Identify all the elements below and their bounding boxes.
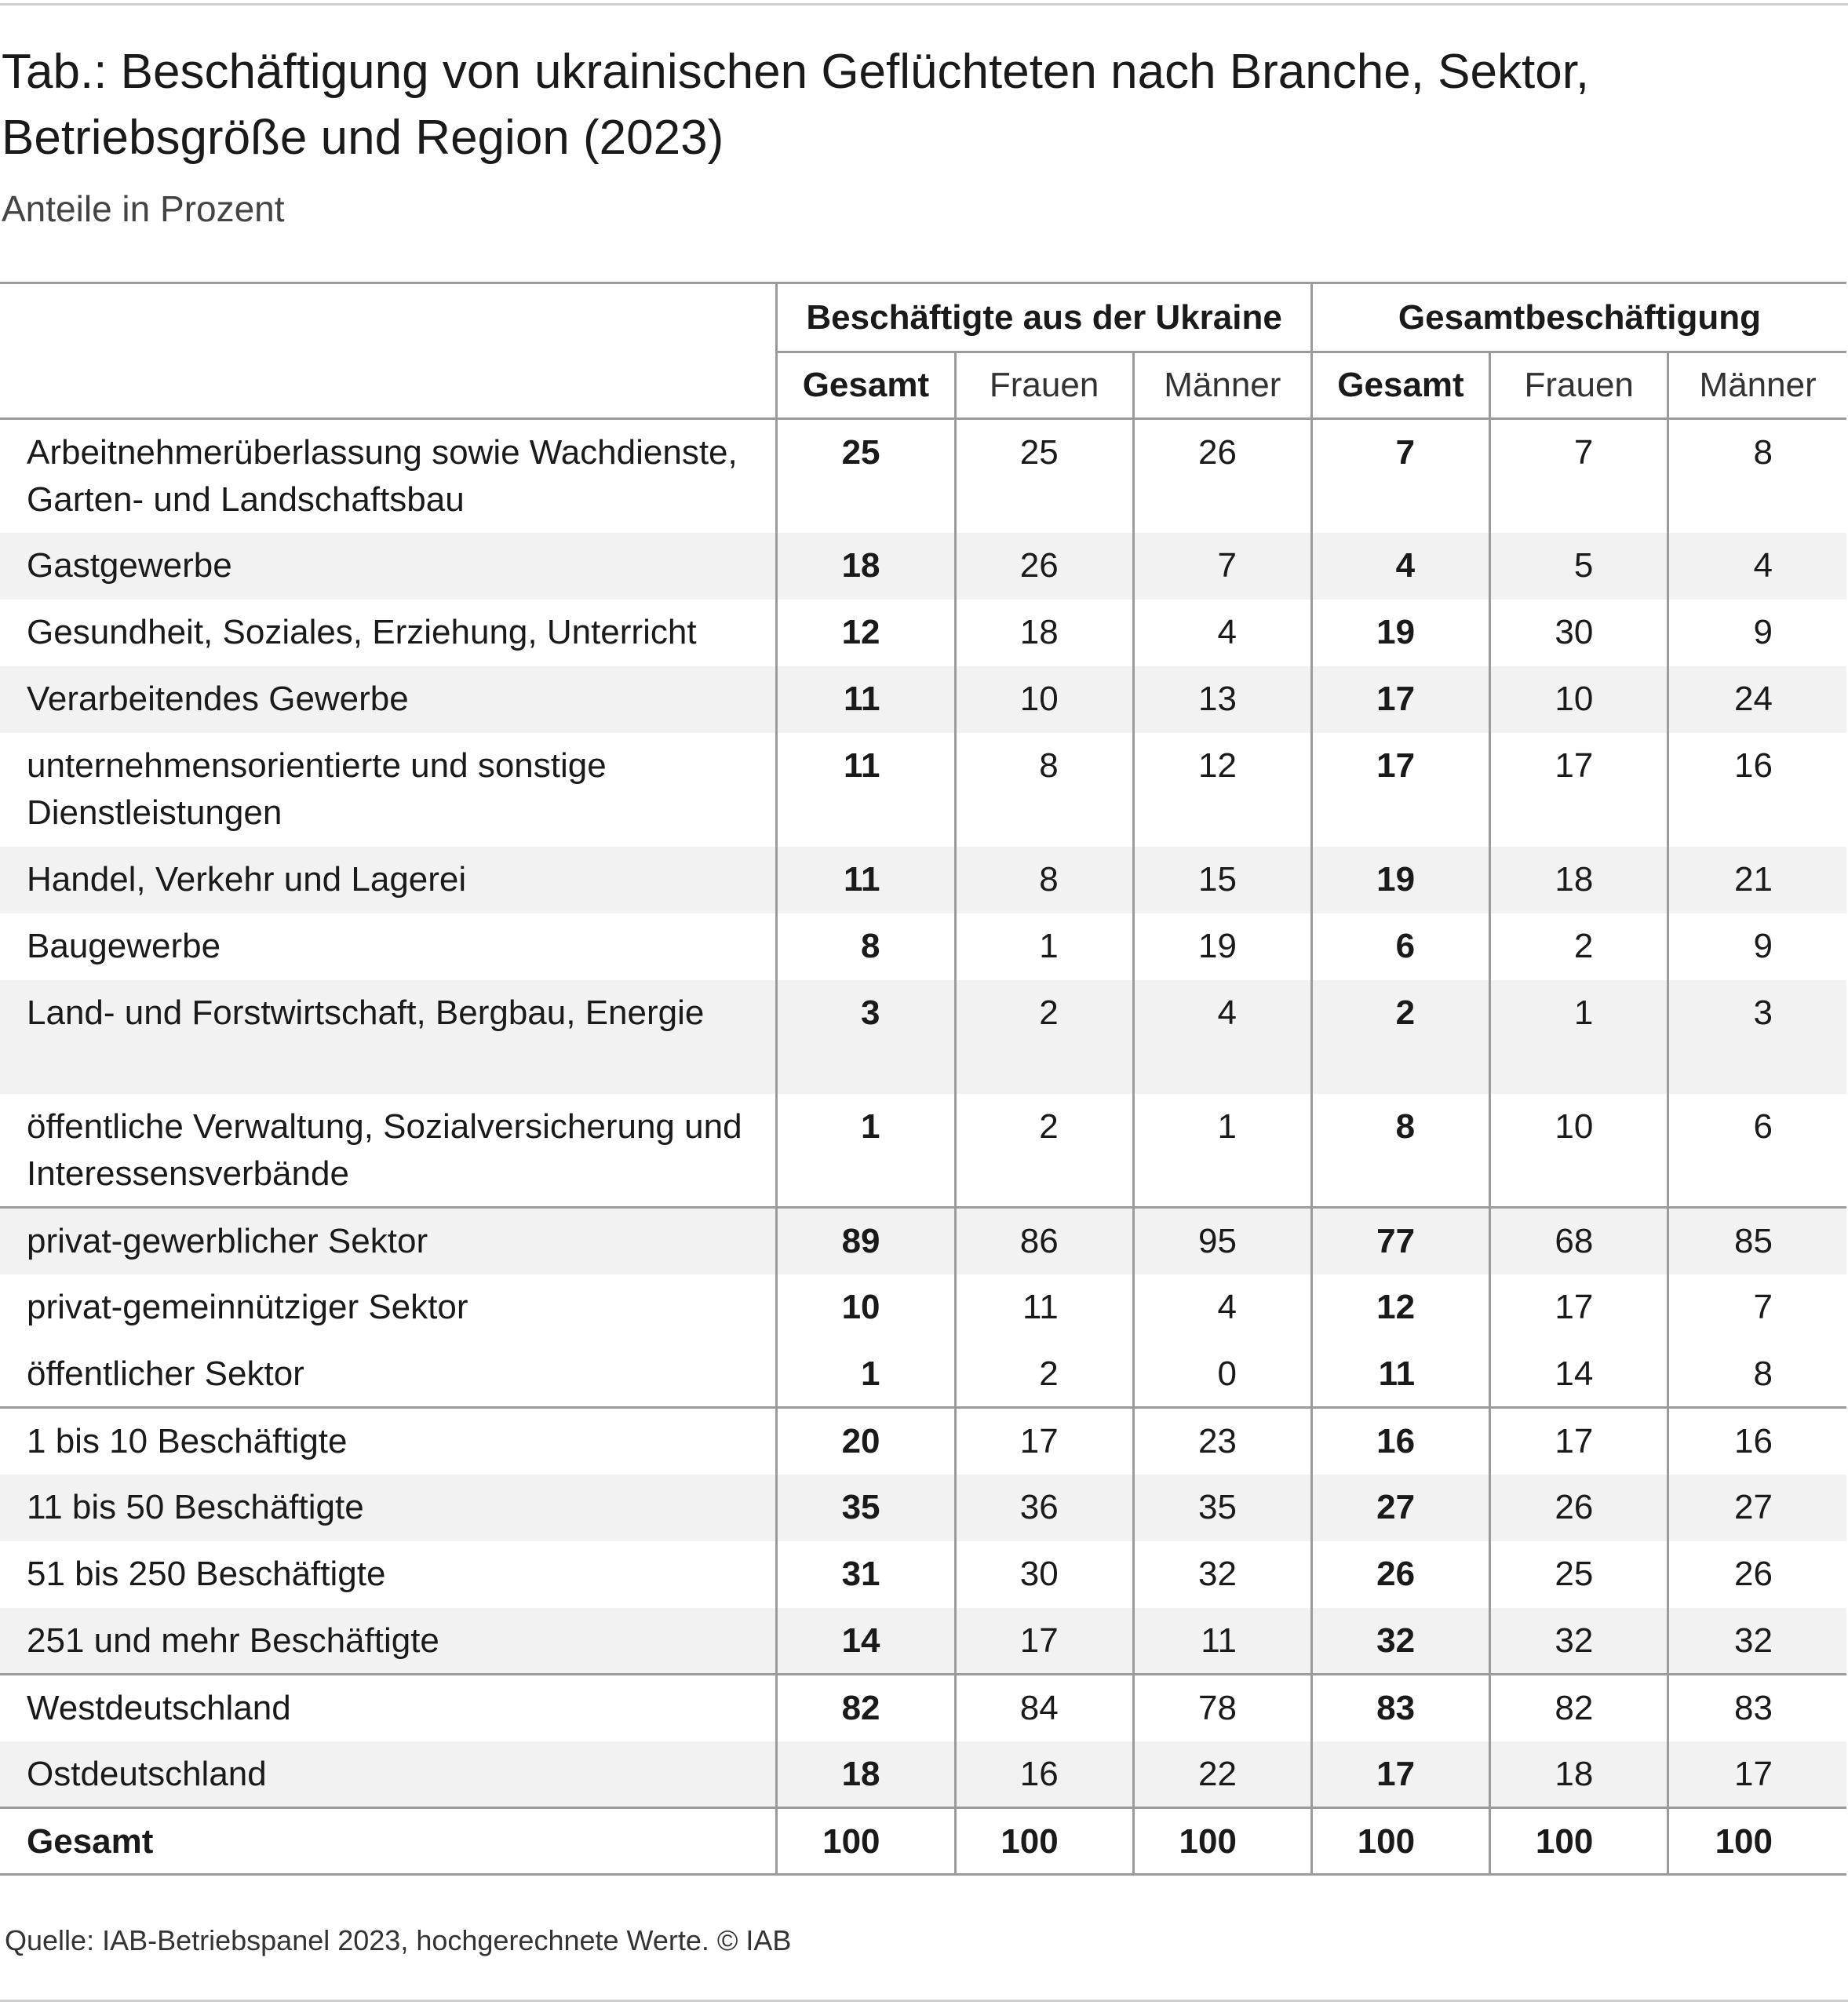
row-label: Land- und Forstwirtschaft, Bergbau, Energie [0, 980, 777, 1094]
cell-ukraine-frauen: 8 [955, 847, 1133, 913]
row-label: privat-gemeinnütziger Sektor [27, 1287, 468, 1326]
cell-gesamt-frauen: 30 [1490, 600, 1668, 666]
cell-ukraine-gesamt: 25 [777, 419, 955, 533]
cell-ukraine-maenner: 35 [1133, 1475, 1311, 1541]
cell-ukraine-gesamt: 1 [777, 1341, 955, 1408]
cell-ukraine-maenner: 4 [1133, 980, 1311, 1094]
cell-gesamt-maenner: 4 [1668, 533, 1846, 600]
table-subtitle: Anteile in Prozent [2, 188, 285, 229]
cell-gesamt-frauen: 18 [1490, 1741, 1668, 1808]
header-ukraine-maenner: Männer [1133, 352, 1311, 419]
cell-ukraine-gesamt: 12 [777, 600, 955, 666]
cell-gesamt-frauen: 100 [1490, 1808, 1668, 1875]
cell-gesamt-frauen: 7 [1490, 419, 1668, 533]
cell-ukraine-frauen: 1 [955, 913, 1133, 980]
cell-gesamt-frauen: 17 [1490, 1408, 1668, 1475]
header-gesamt-frauen: Frauen [1490, 352, 1668, 419]
cell-gesamt-frauen: 18 [1490, 847, 1668, 913]
cell-ukraine-maenner: 78 [1133, 1675, 1311, 1741]
cell-ukraine-maenner: 0 [1133, 1341, 1311, 1408]
cell-gesamt-gesamt: 17 [1311, 1741, 1489, 1808]
cell-ukraine-gesamt: 11 [777, 847, 955, 913]
row-label: Verarbeitendes Gewerbe [0, 666, 777, 733]
table-row [0, 1408, 1846, 1475]
cell-gesamt-maenner: 26 [1668, 1541, 1846, 1608]
cell-ukraine-frauen: 17 [955, 1608, 1133, 1675]
cell-gesamt-frauen: 1 [1490, 980, 1668, 1094]
cell-gesamt-gesamt: 8 [1311, 1094, 1489, 1208]
cell-gesamt-maenner: 83 [1668, 1675, 1846, 1741]
row-label: Handel, Verkehr und Lagerei [0, 847, 777, 913]
cell-gesamt-frauen: 10 [1490, 1094, 1668, 1208]
cell-gesamt-frauen: 25 [1490, 1541, 1668, 1608]
cell-ukraine-gesamt: 82 [777, 1675, 955, 1741]
cell-gesamt-gesamt: 12 [1311, 1274, 1489, 1341]
cell-ukraine-frauen: 25 [955, 419, 1133, 533]
cell-ukraine-frauen: 86 [955, 1208, 1133, 1274]
cell-gesamt-maenner: 17 [1668, 1741, 1846, 1808]
cell-ukraine-gesamt: 3 [777, 980, 955, 1094]
cell-gesamt-gesamt: 16 [1311, 1408, 1489, 1475]
cell-gesamt-maenner: 21 [1668, 847, 1846, 913]
cell-ukraine-maenner: 13 [1133, 666, 1311, 733]
row-label: 51 bis 250 Beschäftigte [27, 1554, 386, 1593]
cell-gesamt-maenner: 9 [1668, 913, 1846, 980]
cell-gesamt-maenner: 9 [1668, 600, 1846, 666]
header-ukraine-frauen: Frauen [955, 352, 1133, 419]
table-row [0, 733, 1846, 847]
header-gesamt-gesamt: Gesamt [1311, 352, 1489, 419]
cell-gesamt-gesamt: 11 [1311, 1341, 1489, 1408]
cell-ukraine-frauen: 36 [955, 1475, 1133, 1541]
cell-ukraine-frauen: 26 [955, 533, 1133, 600]
table-row [0, 847, 1846, 913]
row-label: Ostdeutschland [0, 1741, 777, 1808]
cell-ukraine-maenner: 15 [1133, 847, 1311, 913]
cell-ukraine-maenner: 11 [1133, 1608, 1311, 1675]
cell-gesamt-gesamt: 19 [1311, 600, 1489, 666]
cell-gesamt-gesamt: 2 [1311, 980, 1489, 1094]
cell-ukraine-maenner: 22 [1133, 1741, 1311, 1808]
table-row [0, 1094, 1846, 1208]
cell-gesamt-frauen: 26 [1490, 1475, 1668, 1541]
row-label: Gesundheit, Soziales, Erziehung, Unterricht [27, 612, 697, 651]
cell-gesamt-frauen: 2 [1490, 913, 1668, 980]
source-note: Quelle: IAB-Betriebspanel 2023, hochgerechnete Werte. © IAB [5, 1924, 792, 1956]
cell-gesamt-gesamt: 6 [1311, 913, 1489, 980]
cell-gesamt-gesamt: 26 [1311, 1541, 1489, 1608]
cell-gesamt-gesamt: 77 [1311, 1208, 1489, 1274]
table-body [0, 419, 1846, 1875]
row-label: Gesamt [0, 1808, 777, 1875]
cell-gesamt-frauen: 17 [1490, 733, 1668, 847]
cell-ukraine-gesamt: 89 [777, 1208, 955, 1274]
cell-ukraine-maenner: 32 [1133, 1541, 1311, 1608]
cell-gesamt-frauen: 17 [1490, 1274, 1668, 1341]
table-row [0, 1475, 1846, 1541]
cell-gesamt-maenner: 16 [1668, 733, 1846, 847]
top-rule [0, 3, 1848, 5]
cell-ukraine-frauen: 18 [955, 600, 1133, 666]
cell-ukraine-gesamt: 11 [777, 666, 955, 733]
cell-ukraine-maenner: 19 [1133, 913, 1311, 980]
row-label: unternehmensorientierte und sonstige Dienstleistungen [27, 746, 607, 832]
table-row-total [0, 1808, 1846, 1875]
cell-ukraine-frauen: 17 [955, 1408, 1133, 1475]
cell-ukraine-gesamt: 100 [777, 1808, 955, 1875]
row-label: 251 und mehr Beschäftigte [0, 1608, 777, 1675]
header-gesamt-maenner: Männer [1668, 352, 1846, 419]
cell-ukraine-maenner: 12 [1133, 733, 1311, 847]
cell-gesamt-maenner: 3 [1668, 980, 1846, 1094]
table-row [0, 1341, 1846, 1408]
row-label: privat-gewerblicher Sektor [0, 1208, 777, 1274]
cell-gesamt-maenner: 8 [1668, 1341, 1846, 1408]
cell-gesamt-frauen: 32 [1490, 1608, 1668, 1675]
header-group-ukraine: Beschäftigte aus der Ukraine [777, 283, 1312, 352]
cell-gesamt-gesamt: 19 [1311, 847, 1489, 913]
table-row [0, 1208, 1846, 1274]
cell-ukraine-maenner: 1 [1133, 1094, 1311, 1208]
cell-ukraine-gesamt: 8 [777, 913, 955, 980]
cell-gesamt-maenner: 16 [1668, 1408, 1846, 1475]
cell-gesamt-maenner: 32 [1668, 1608, 1846, 1675]
cell-ukraine-frauen: 11 [955, 1274, 1133, 1341]
cell-gesamt-gesamt: 7 [1311, 419, 1489, 533]
cell-gesamt-gesamt: 17 [1311, 733, 1489, 847]
row-label: Arbeitnehmerüberlassung sowie Wachdienste, Garten- und Landschaftsbau [27, 433, 738, 519]
cell-ukraine-maenner: 7 [1133, 533, 1311, 600]
cell-ukraine-frauen: 2 [955, 980, 1133, 1094]
table-row [0, 600, 1846, 666]
cell-gesamt-gesamt: 27 [1311, 1475, 1489, 1541]
cell-ukraine-maenner: 26 [1133, 419, 1311, 533]
table-row [0, 1274, 1846, 1341]
cell-ukraine-gesamt: 20 [777, 1408, 955, 1475]
cell-ukraine-gesamt: 18 [777, 533, 955, 600]
cell-gesamt-frauen: 14 [1490, 1341, 1668, 1408]
cell-gesamt-maenner: 85 [1668, 1208, 1846, 1274]
table-row [0, 980, 1846, 1094]
table-row [0, 533, 1846, 600]
cell-gesamt-frauen: 10 [1490, 666, 1668, 733]
cell-ukraine-frauen: 30 [955, 1541, 1133, 1608]
bottom-rule [0, 2000, 1848, 2002]
table-row [0, 666, 1846, 733]
row-label: Gastgewerbe [0, 533, 777, 600]
table-row [0, 1741, 1846, 1808]
cell-gesamt-gesamt: 100 [1311, 1808, 1489, 1875]
cell-ukraine-gesamt: 14 [777, 1608, 955, 1675]
table-row [0, 1608, 1846, 1675]
header-corner [0, 283, 777, 419]
cell-ukraine-maenner: 4 [1133, 600, 1311, 666]
table-row [0, 1675, 1846, 1741]
cell-ukraine-frauen: 10 [955, 666, 1133, 733]
cell-gesamt-maenner: 7 [1668, 1274, 1846, 1341]
row-label: Westdeutschland [0, 1675, 777, 1741]
cell-gesamt-gesamt: 17 [1311, 666, 1489, 733]
cell-ukraine-gesamt: 31 [777, 1541, 955, 1608]
data-table [0, 282, 1846, 1876]
cell-ukraine-frauen: 84 [955, 1675, 1133, 1741]
cell-gesamt-maenner: 8 [1668, 419, 1846, 533]
header-group-gesamtbeschaeftigung: Gesamtbeschäftigung [1311, 283, 1846, 352]
cell-gesamt-maenner: 100 [1668, 1808, 1846, 1875]
table-row [0, 913, 1846, 980]
cell-ukraine-frauen: 8 [955, 733, 1133, 847]
cell-ukraine-frauen: 2 [955, 1094, 1133, 1208]
cell-gesamt-gesamt: 83 [1311, 1675, 1489, 1741]
cell-ukraine-maenner: 100 [1133, 1808, 1311, 1875]
row-label: 1 bis 10 Beschäftigte [0, 1408, 777, 1475]
cell-ukraine-maenner: 4 [1133, 1274, 1311, 1341]
cell-gesamt-maenner: 27 [1668, 1475, 1846, 1541]
cell-ukraine-frauen: 2 [955, 1341, 1133, 1408]
cell-ukraine-gesamt: 35 [777, 1475, 955, 1541]
cell-gesamt-maenner: 24 [1668, 666, 1846, 733]
cell-gesamt-frauen: 82 [1490, 1675, 1668, 1741]
table-header [0, 283, 1846, 419]
table-row [0, 1541, 1846, 1608]
row-label: öffentlicher Sektor [27, 1354, 304, 1393]
row-label: 11 bis 50 Beschäftigte [0, 1475, 777, 1541]
cell-gesamt-frauen: 5 [1490, 533, 1668, 600]
cell-gesamt-frauen: 68 [1490, 1208, 1668, 1274]
cell-ukraine-frauen: 100 [955, 1808, 1133, 1875]
row-label: öffentliche Verwaltung, Sozialversicherung und Interessensverbände [27, 1107, 742, 1193]
table-row [0, 419, 1846, 533]
table-title: Tab.: Beschäftigung von ukrainischen Geflüchteten nach Branche, Sektor, Betriebsgröße und Region (2023) [2, 45, 1590, 165]
cell-ukraine-frauen: 16 [955, 1741, 1133, 1808]
cell-ukraine-maenner: 95 [1133, 1208, 1311, 1274]
cell-ukraine-gesamt: 10 [777, 1274, 955, 1341]
row-label: Baugewerbe [27, 926, 221, 965]
cell-ukraine-gesamt: 1 [777, 1094, 955, 1208]
cell-ukraine-maenner: 23 [1133, 1408, 1311, 1475]
cell-gesamt-maenner: 6 [1668, 1094, 1846, 1208]
cell-gesamt-gesamt: 4 [1311, 533, 1489, 600]
cell-ukraine-gesamt: 11 [777, 733, 955, 847]
cell-gesamt-gesamt: 32 [1311, 1608, 1489, 1675]
header-ukraine-gesamt: Gesamt [777, 352, 955, 419]
cell-ukraine-gesamt: 18 [777, 1741, 955, 1808]
